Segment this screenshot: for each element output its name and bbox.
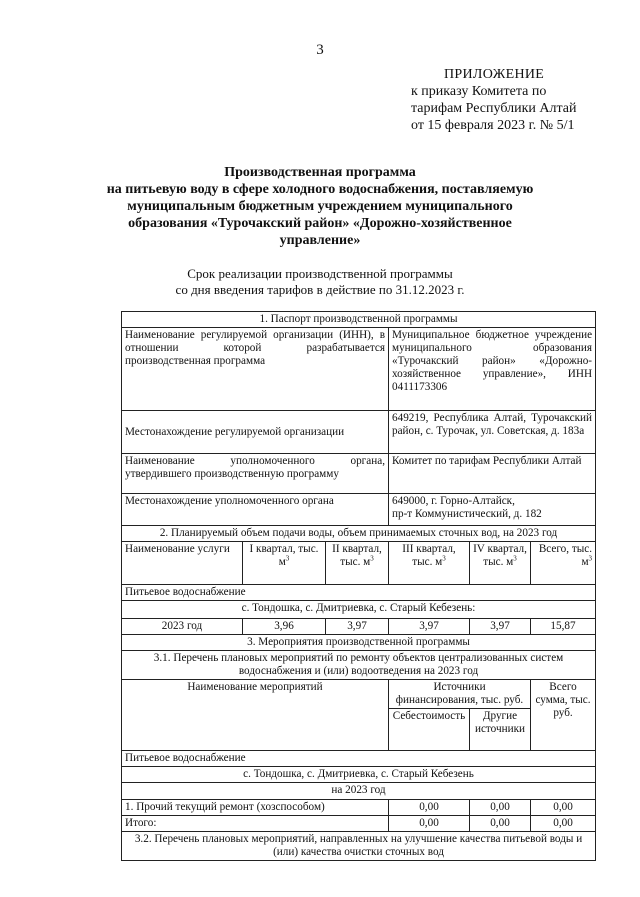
title-line-2: на питьевую воду в сфере холодного водоснабжения, поставляемую <box>106 182 534 197</box>
villages-row: с. Тондошка, с. Дмитриевка, с. Старый Кебезень: <box>122 601 596 619</box>
col-other-header: Другие источники <box>470 709 531 751</box>
q4-value: 3,97 <box>470 619 531 635</box>
col-sources-header: Источники финансирования, тыс. руб. <box>389 680 531 709</box>
authority-location-line-1: 649000, г. Горно-Алтайск, <box>392 495 515 507</box>
total-value: 15,87 <box>531 619 596 635</box>
subsection-3-1: 3.1. Перечень плановых мероприятий по ремонту объектов централизованных систем водоснабжения и (или) водоотведения на 2023 год <box>122 651 596 680</box>
authority-location-label: Местонахождение уполномоченного органа <box>122 494 389 526</box>
total-row-label: Итого: <box>122 816 389 832</box>
term-line-1: Срок реализации производственной программы <box>187 266 453 281</box>
col-sum-header: Всего сумма, тыс. руб. <box>531 680 596 751</box>
org-name-label: Наименование регулируемой организации (ИНН), в отношении которой разрабатывается производственная программа <box>122 328 389 411</box>
page-number: 3 <box>316 42 324 58</box>
water-supply-group: Питьевое водоснабжение <box>122 585 596 601</box>
total-row-total: 0,00 <box>531 816 596 832</box>
q2-value: 3,97 <box>326 619 389 635</box>
villages-row-2: с. Тондошка, с. Дмитриевка, с. Старый Кебезень <box>122 767 596 783</box>
title-line-5: управление» <box>279 233 361 248</box>
authority-name-value: Комитет по тарифам Республики Алтай <box>389 454 596 494</box>
year-row: на 2023 год <box>122 783 596 800</box>
section-2-header: 2. Планируемый объем подачи воды, объем принимаемых сточных вод, на 2023 год <box>122 526 596 542</box>
org-location-label: Местонахождение регулируемой организации <box>122 411 389 454</box>
repair-measure-other: 0,00 <box>470 800 531 816</box>
col-q1-header <box>243 542 326 585</box>
term-line-2: со дня введения тарифов в действие по 31.12.2023 г. <box>175 282 465 297</box>
repair-measure-name: 1. Прочий текущий ремонт (хозспособом) <box>122 800 389 816</box>
q3-value: 3,97 <box>389 619 470 635</box>
authority-location-value <box>389 494 596 526</box>
col-q3-header <box>389 542 470 585</box>
appendix-block <box>411 66 621 134</box>
q1-value: 3,96 <box>243 619 326 635</box>
cubic-sup: 3 <box>442 554 446 563</box>
title-line-4: образования «Турочакский район» «Дорожно-хозяйственное <box>128 216 512 231</box>
section-1-header: 1. Паспорт производственной программы <box>122 312 596 328</box>
title-line-3: муниципальным бюджетным учреждением муниципального <box>127 199 513 214</box>
water-supply-group-2: Питьевое водоснабжение <box>122 751 596 767</box>
col-cost-header: Себестоимость <box>389 709 470 751</box>
col-q1-label: I квартал, тыс. м <box>249 543 319 568</box>
org-location-value: 649219, Республика Алтай, Турочакский район, с. Турочак, ул. Советская, д. 183а <box>389 411 596 454</box>
col-measures-header: Наименование мероприятий <box>122 680 389 751</box>
cubic-sup: 3 <box>513 554 517 563</box>
total-row-cost: 0,00 <box>389 816 470 832</box>
col-q2-label: II квартал, тыс. м <box>332 543 382 568</box>
cubic-sup: 3 <box>285 554 290 563</box>
col-total-label: Всего, тыс. м <box>538 543 593 568</box>
program-table <box>121 311 596 861</box>
title-line-1: Производственная программа <box>224 165 416 180</box>
section-3-header: 3. Мероприятия производственной программы <box>122 635 596 651</box>
year-label: 2023 год <box>122 619 243 635</box>
col-q2-header <box>326 542 389 585</box>
col-q4-label: IV квартал, тыс. м <box>473 543 527 568</box>
program-term <box>60 266 580 298</box>
document-title <box>95 164 545 249</box>
appendix-line-3: от 15 февраля 2023 г. № 5/1 <box>411 118 575 133</box>
authority-location-line-2: пр-т Коммунистический, д. 182 <box>392 508 542 520</box>
col-q3-label: III квартал, тыс. м <box>402 543 456 568</box>
cubic-sup: 3 <box>588 554 593 563</box>
col-q4-header <box>470 542 531 585</box>
col-service-header: Наименование услуги <box>122 542 243 585</box>
total-row-other: 0,00 <box>470 816 531 832</box>
subsection-3-2: 3.2. Перечень плановых мероприятий, направленных на улучшение качества питьевой воды и (или) качества очистки сточных вод <box>122 832 596 861</box>
authority-name-label: Наименование уполномоченного органа, утвердившего производственную программу <box>122 454 389 494</box>
appendix-title: ПРИЛОЖЕНИЕ <box>444 67 545 82</box>
appendix-line-1: к приказу Комитета по <box>411 84 547 99</box>
org-name-value: Муниципальное бюджетное учреждение муниципального образования «Турочакский район» «Дорожно-хозяйственное управление», ИНН 0411173306 <box>389 328 596 411</box>
col-total-header <box>531 542 596 585</box>
repair-measure-cost: 0,00 <box>389 800 470 816</box>
repair-measure-total: 0,00 <box>531 800 596 816</box>
cubic-sup: 3 <box>370 554 374 563</box>
appendix-line-2: тарифам Республики Алтай <box>411 101 577 116</box>
